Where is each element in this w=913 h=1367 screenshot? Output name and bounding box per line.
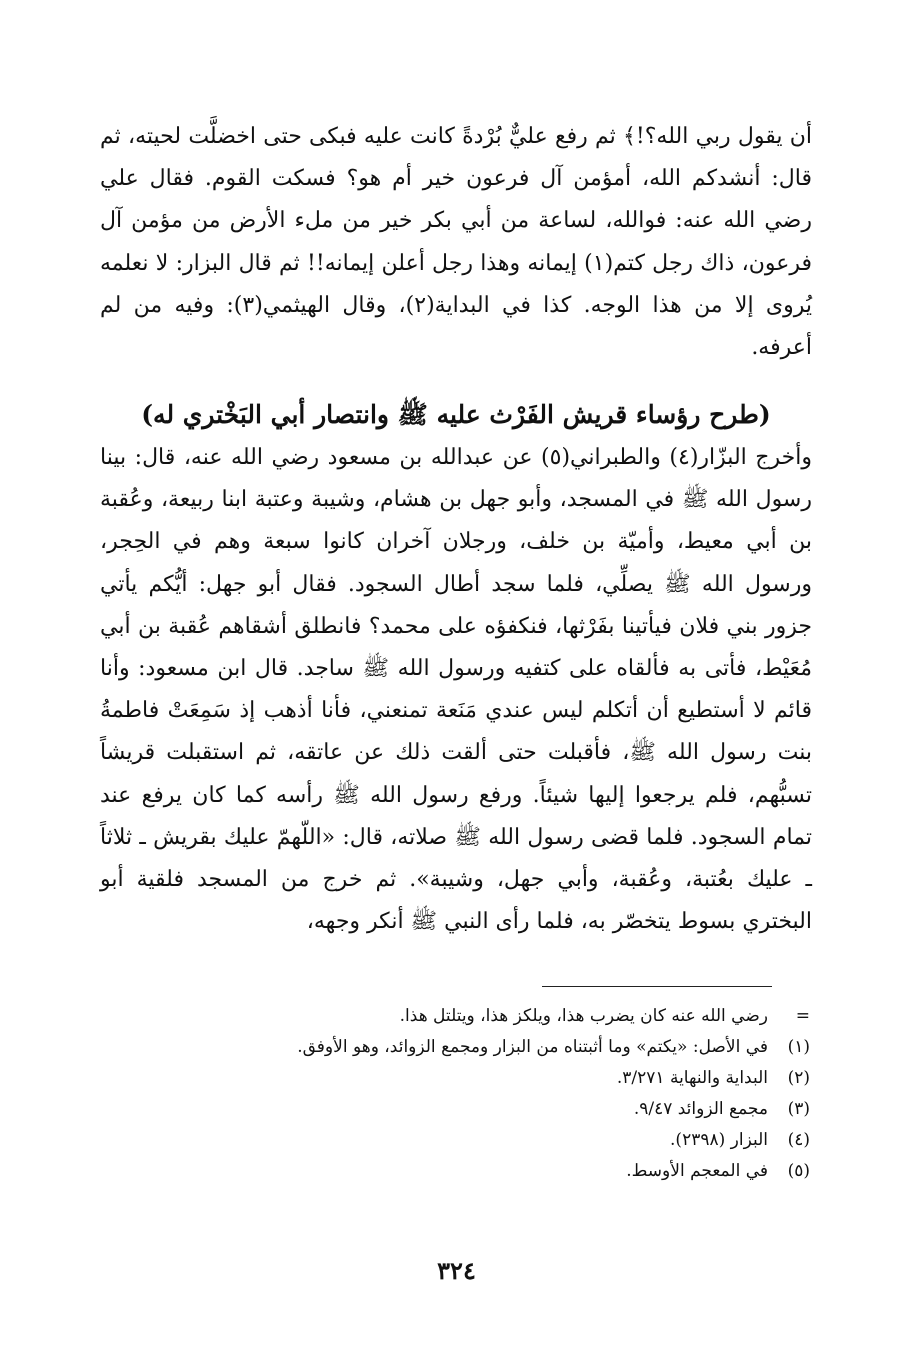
footnote-marker: (٣) [787, 1099, 810, 1119]
footnote-marker: (٢) [787, 1068, 810, 1088]
footnote-marker: (١) [787, 1037, 810, 1057]
footnote-text: في المعجم الأوسط. [626, 1161, 768, 1181]
footnote-marker: (٤) [787, 1130, 810, 1150]
footnote-4 [250, 1127, 810, 1153]
footnote-3 [250, 1096, 810, 1122]
footnote-2 [250, 1065, 810, 1091]
footnote-text: مجمع الزوائد ٩/٤٧. [633, 1099, 768, 1119]
footnote-1 [250, 1034, 810, 1060]
footnote-marker: = [795, 1006, 810, 1026]
footnotes [250, 1003, 810, 1189]
body-paragraph-1: أن يقول ربي الله؟!﴾ ثم رفع عليٌّ بُرْدةً كانت عليه فبكى حتى اخضلَّت لحيته، ثم قال: أنشدكم الله، أمؤمن آل فرعون خير أم هو؟ فسكت القوم. فقال علي رضي الله عنه: فوالله، لساعة من أبي بكر خير من ملء الأرض من مؤمن آل فرعون، ذاك رجل كتم(١) إيمانه وهذا رجل أعلن إيمانه!! ثم قال البزار: لا نعلمه يُروى إلا من هذا الوجه. كذا في البداية(٢)، وقال الهيثمي(٣): وفيه من لم أعرفه. [100, 124, 812, 361]
footnote-continuation [250, 1003, 810, 1029]
page-number: ٣٢٤ [437, 1256, 476, 1285]
footnote-marker: (٥) [787, 1161, 810, 1181]
body-paragraph-2: وأخرج البزّار(٤) والطبراني(٥) عن عبدالله بن مسعود رضي الله عنه، قال: بينا رسول الله ﷺ في المسجد، وأبو جهل بن هشام، وشيبة وعتبة ابنا ربيعة، وعُقبة بن أبي معيط، وأميّة بن خلف، ورجلان آخران كانوا سبعة وهم في الحِجر، ورسول الله ﷺ يصلِّي، فلما سجد أطال السجود. فقال أبو جهل: أيُّكم يأتي جزور بني فلان فيأتينا بفَرْثها، فنكفؤه على محمد؟ فانطلق أشقاهم عُقبة بن أبي مُعَيْط، فأتى به فألقاه على كتفيه ورسول الله ﷺ ساجد. قال ابن مسعود: وأنا قائم لا أستطيع أن أتكلم ليس عندي مَنَعة تمنعني، فأنا أذهب إذ سَمِعَتْ فاطمةُ بنت رسول الله ﷺ، فأقبلت حتى ألقت ذلك عن عاتقه، ثم استقبلت قريشاً تسبُّهم، فلم يرجعوا إليها شيئاً. ورفع رسول الله ﷺ رأسه كما كان يرفع عند تمام السجود. فلما قضى رسول الله ﷺ صلاته، قال: «اللّهمّ عليك بقريش ـ ثلاثاً ـ عليك بعُتبة، وعُقبة، وأبي جهل، وشيبة». ثم خرج من المسجد فلقية أبو البختري بسوط يتخصّر به، فلما رأى النبي ﷺ أنكر وجهه، [100, 445, 813, 935]
footnote-text: البزار (٢٣٩٨). [670, 1130, 768, 1150]
footnote-text: رضي الله عنه كان يضرب هذا، ويلكز هذا، ويتلتل هذا. [399, 1006, 768, 1026]
footnote-text: في الأصل: «يكتم» وما أثبتناه من البزار ومجمع الزوائد، وهو الأوفق. [297, 1037, 768, 1057]
footnote-text: البداية والنهاية ٣/٢٧١. [616, 1068, 768, 1088]
footnote-separator [542, 986, 772, 987]
section-heading: (طرح رؤساء قريش الفَرْث عليه ﷺ وانتصار أبي البَخْتري له) [141, 400, 771, 429]
footnote-5 [250, 1158, 810, 1184]
